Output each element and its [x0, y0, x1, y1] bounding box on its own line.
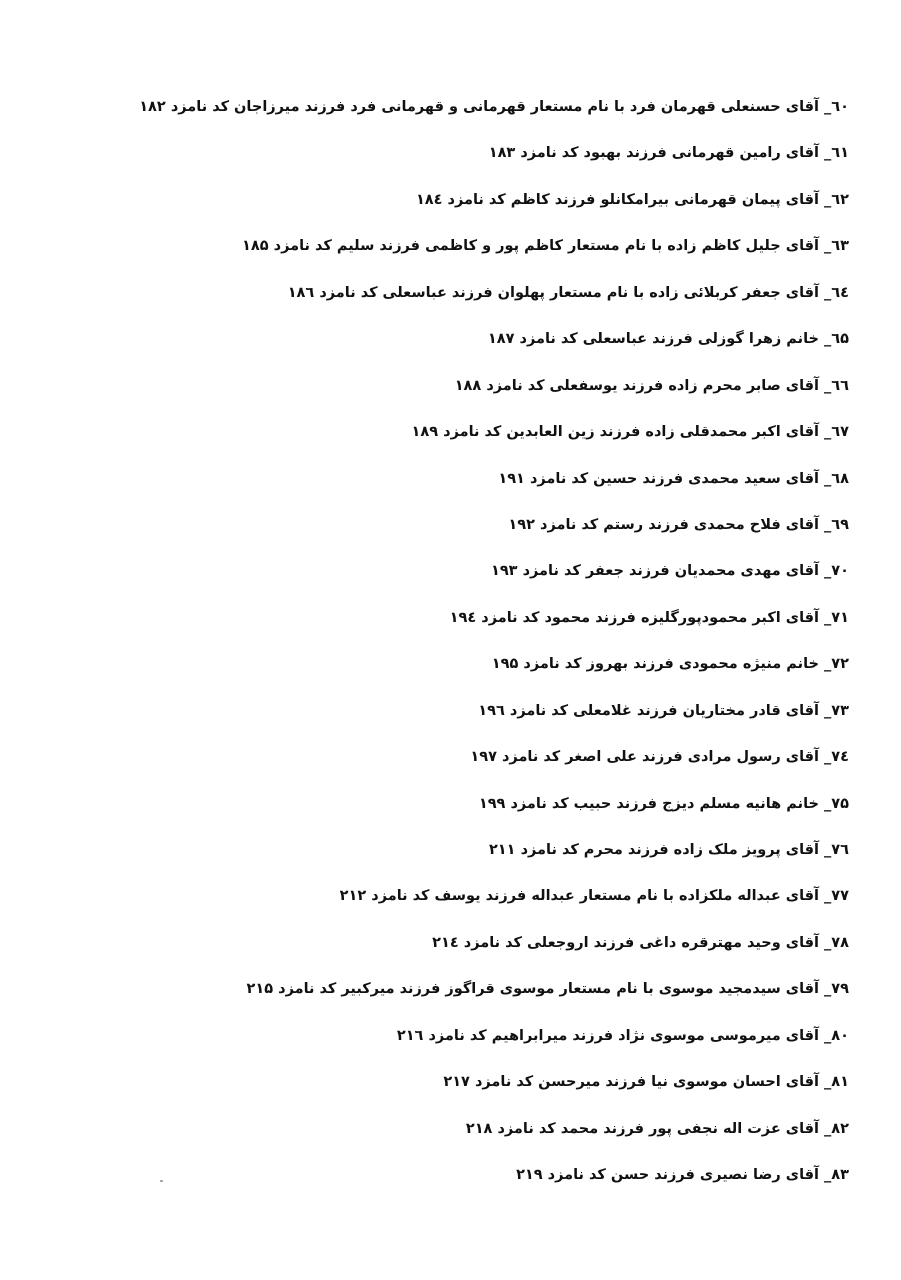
candidate-entry-81: ٨١_ آقای احسان موسوی نیا فرزند میرحسن کد نامزد ۲۱۷: [443, 1074, 849, 1091]
candidate-entry-71: ٧١_ آقای اکبر محمودپورگلیزه فرزند محمود کد نامزد ۱۹٤: [449, 609, 849, 626]
candidate-entry-79: ٧٩_ آقای سیدمجید موسوی با نام مستعار موسوی قراگوز فرزند میرکبیر کد نامزد ۲۱۵: [246, 981, 849, 998]
candidate-entry-76: ٧٦_ آقای پرویز ملک زاده فرزند محرم کد نامزد ۲۱۱: [488, 842, 849, 858]
candidate-entry-73: ٧٣_ آقای قادر مختاریان فرزند غلامعلی کد نامزد ۱۹٦: [478, 702, 849, 719]
candidate-entry-75: ٧۵_ خانم هانیه مسلم دیزج فرزند حبیب کد نامزد ۱۹۹: [478, 795, 849, 812]
candidate-entry-72: ٧٢_ خانم منیژه محمودی فرزند بهروز کد نامزد ۱۹۵: [491, 656, 849, 673]
candidate-entry-64: ٦٤_ آقای جعفر کربلائی زاده با نام مستعار پهلوان فرزند عباسعلی کد نامزد ۱۸٦: [287, 284, 849, 301]
candidate-entry-74: ٧٤_ آقای رسول مرادی فرزند علی اصغر کد نامزد ۱۹۷: [470, 749, 849, 766]
scan-speck: [160, 1180, 163, 1182]
candidate-entry-62: ٦٢_ آقای پیمان قهرمانی بیرامکانلو فرزند کاظم کد نامزد ۱۸٤: [415, 191, 849, 208]
candidate-entry-70: ٧٠_ آقای مهدی محمدیان فرزند جعفر کد نامزد ۱۹۳: [490, 563, 849, 580]
candidate-entry-80: ٨٠_ آقای میرموسی موسوی نژاد فرزند میرابراهیم کد نامزد ۲۱٦: [396, 1027, 849, 1044]
candidate-entry-65: ٦۵_ خانم زهرا گوزلی فرزند عباسعلی کد نامزد ۱۸۷: [487, 331, 849, 348]
candidate-entry-60: ٦٠_ آقای حسنعلی قهرمان فرد با نام مستعار قهرمانی و قهرمانی فرد فرزند میرزاجان کد نامزد ۱۸۲: [139, 99, 849, 115]
candidate-entry-77: ٧٧_ آقای عبداله ملکزاده با نام مستعار عبداله فرزند یوسف کد نامزد ۲۱۲: [339, 888, 849, 905]
candidate-list: [139, 92, 849, 1207]
candidate-entry-66: ٦٦_ آقای صابر محرم زاده فرزند یوسفعلی کد نامزد ۱۸۸: [454, 377, 849, 394]
candidate-entry-68: ٦٨_ آقای سعید محمدی فرزند حسین کد نامزد ۱۹۱: [498, 470, 849, 487]
candidate-entry-82: ٨٢_ آقای عزت اله نجفی پور فرزند محمد کد نامزد ۲۱۸: [465, 1120, 849, 1137]
candidate-entry-63: ٦٣_ آقای جلیل کاظم زاده با نام مستعار کاظم پور و کاظمی فرزند سلیم کد نامزد ۱۸۵: [242, 238, 849, 255]
candidate-entry-61: ٦١_ آقای رامین قهرمانی فرزند بهبود کد نامزد ۱۸۳: [488, 145, 849, 162]
candidate-entry-83: ٨٣_ آقای رضا نصیری فرزند حسن کد نامزد ۲۱۹: [516, 1167, 849, 1184]
candidate-entry-67: ٦٧_ آقای اکبر محمدقلی زاده فرزند زین العابدین کد نامزد ۱۸۹: [411, 424, 849, 441]
candidate-entry-69: ٦٩_ آقای فلاح محمدی فرزند رستم کد نامزد ۱۹۲: [508, 516, 849, 533]
candidate-entry-78: ٧٨_ آقای وحید مهترقره داغی فرزند اروجعلی کد نامزد ۲۱٤: [432, 934, 849, 951]
